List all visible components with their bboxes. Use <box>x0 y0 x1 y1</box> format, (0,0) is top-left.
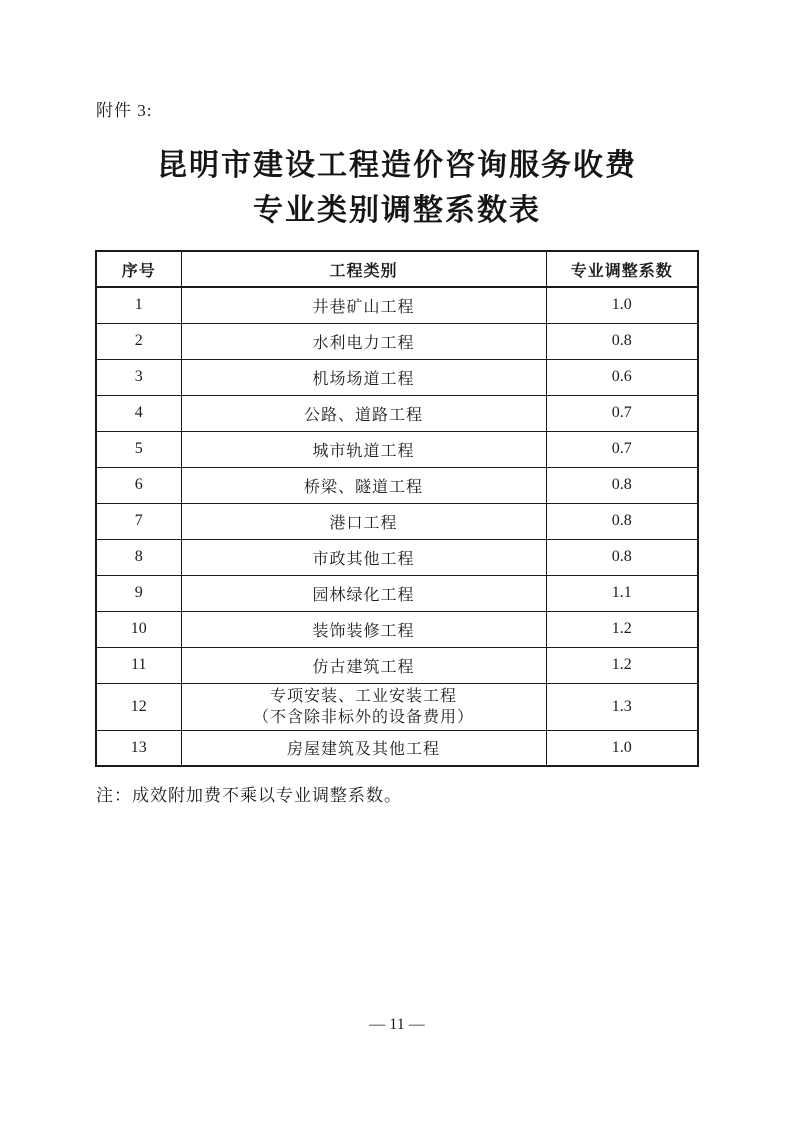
table-row <box>96 539 698 575</box>
table-row <box>96 287 698 323</box>
cell-no: 12 <box>96 683 181 730</box>
cell-category: 港口工程 <box>181 503 546 539</box>
document-title-line1: 昆明市建设工程造价咨询服务收费 <box>157 149 637 182</box>
cell-category: 城市轨道工程 <box>181 431 546 467</box>
cell-no: 3 <box>96 359 181 395</box>
cell-coefficient: 1.1 <box>546 575 698 611</box>
cell-category: 桥梁、隧道工程 <box>181 467 546 503</box>
table-row <box>96 323 698 359</box>
table-row <box>96 395 698 431</box>
table-row <box>96 359 698 395</box>
table-row <box>96 647 698 683</box>
table-body <box>96 287 698 766</box>
table-row <box>96 730 698 766</box>
cell-category: 水利电力工程 <box>181 323 546 359</box>
cell-no: 10 <box>96 611 181 647</box>
cell-coefficient: 0.6 <box>546 359 698 395</box>
table-row <box>96 683 698 730</box>
cell-no: 9 <box>96 575 181 611</box>
cell-category: 公路、道路工程 <box>181 395 546 431</box>
cell-no: 5 <box>96 431 181 467</box>
cell-coefficient: 0.7 <box>546 431 698 467</box>
column-header-no: 序号 <box>96 251 181 287</box>
cell-coefficient: 0.8 <box>546 539 698 575</box>
document-title <box>0 143 794 233</box>
cell-coefficient: 1.2 <box>546 647 698 683</box>
cell-coefficient: 0.7 <box>546 395 698 431</box>
cell-coefficient: 0.8 <box>546 323 698 359</box>
column-header-category: 工程类别 <box>181 251 546 287</box>
cell-no: 13 <box>96 730 181 766</box>
cell-coefficient: 0.8 <box>546 467 698 503</box>
table-row <box>96 503 698 539</box>
table-header-row <box>96 251 698 287</box>
cell-category: 机场场道工程 <box>181 359 546 395</box>
cell-no: 2 <box>96 323 181 359</box>
cell-category: 园林绿化工程 <box>181 575 546 611</box>
footnote: 注：成效附加费不乘以专业调整系数。 <box>96 786 402 805</box>
coefficient-table <box>95 250 699 767</box>
cell-no: 1 <box>96 287 181 323</box>
table-row <box>96 611 698 647</box>
cell-category: 市政其他工程 <box>181 539 546 575</box>
cell-coefficient: 1.3 <box>546 683 698 730</box>
cell-no: 11 <box>96 647 181 683</box>
cell-coefficient: 1.0 <box>546 730 698 766</box>
cell-no: 7 <box>96 503 181 539</box>
cell-category <box>181 683 546 730</box>
cell-category-line2: （不含除非标外的设备费用） <box>252 708 474 726</box>
table-row <box>96 575 698 611</box>
cell-category: 装饰装修工程 <box>181 611 546 647</box>
cell-category: 井巷矿山工程 <box>181 287 546 323</box>
cell-no: 6 <box>96 467 181 503</box>
table-row <box>96 467 698 503</box>
cell-coefficient: 1.2 <box>546 611 698 647</box>
column-header-coefficient: 专业调整系数 <box>546 251 698 287</box>
cell-category: 仿古建筑工程 <box>181 647 546 683</box>
cell-no: 8 <box>96 539 181 575</box>
table-row <box>96 431 698 467</box>
page-number: — 11 — <box>369 1016 425 1033</box>
document-title-line2: 专业类别调整系数表 <box>253 194 541 227</box>
cell-category: 房屋建筑及其他工程 <box>181 730 546 766</box>
cell-coefficient: 1.0 <box>546 287 698 323</box>
cell-coefficient: 0.8 <box>546 503 698 539</box>
attachment-label: 附件 3: <box>96 101 153 120</box>
cell-category-line1: 专项安装、工业安装工程 <box>269 687 457 705</box>
cell-no: 4 <box>96 395 181 431</box>
